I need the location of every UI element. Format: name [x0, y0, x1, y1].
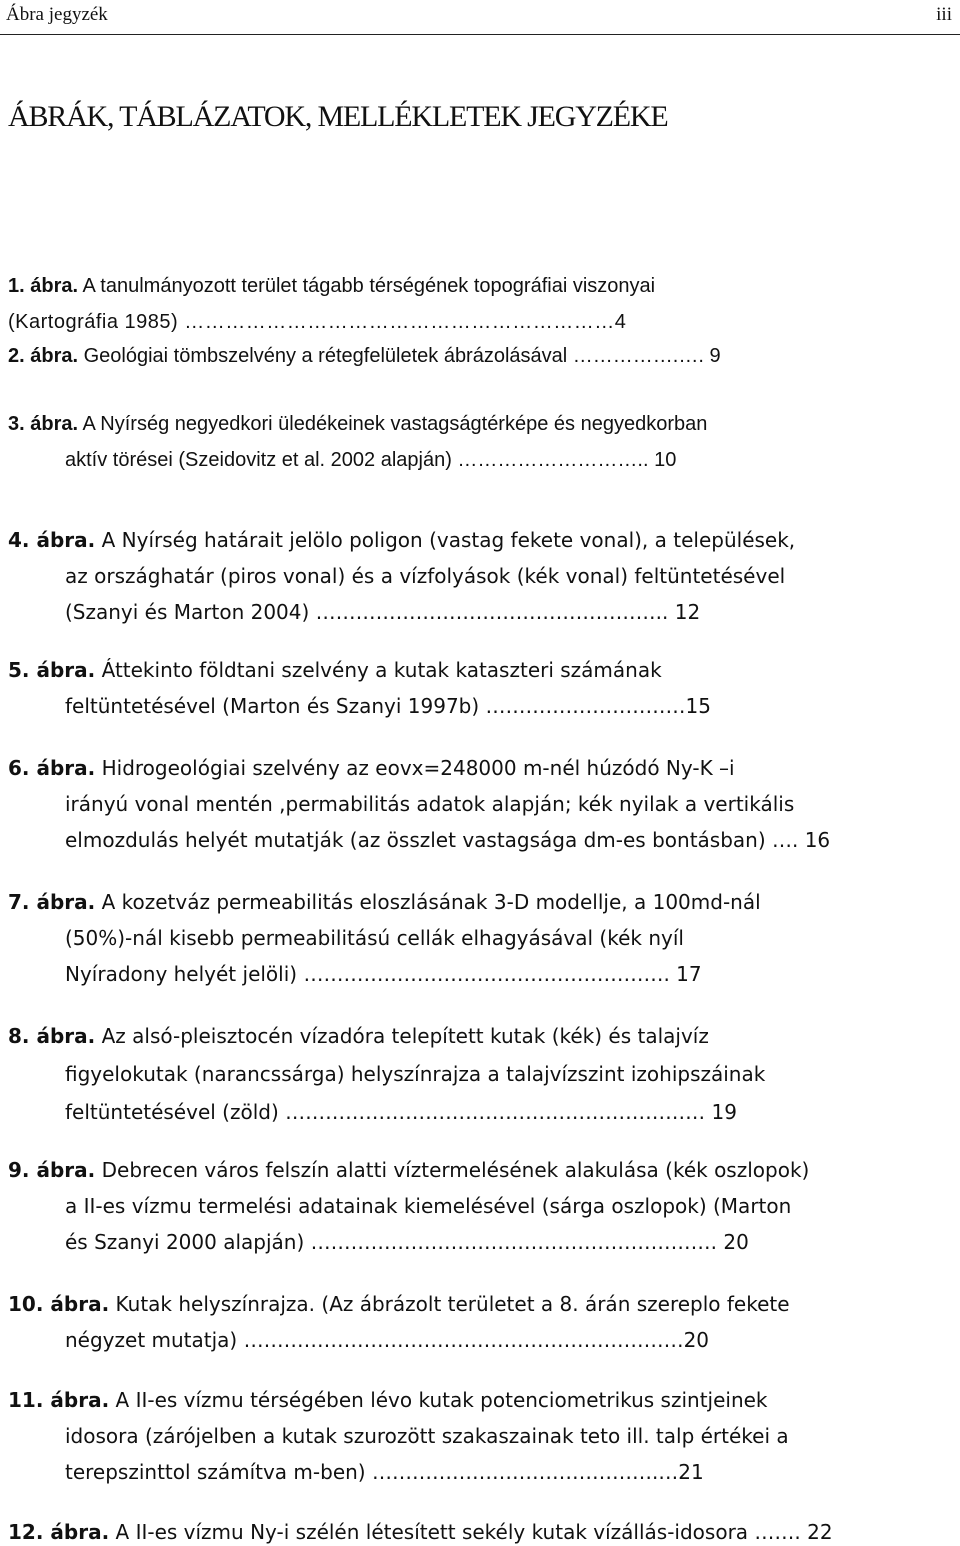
figure-number: 11. ábra.: [8, 1388, 110, 1412]
figure-entry-12: [8, 1518, 922, 1546]
figure-number: 8. ábra.: [8, 1024, 96, 1048]
entry-text: terepszinttol számítva m-ben) …………………………………….…21: [65, 1460, 704, 1484]
page-number: iii: [936, 4, 952, 25]
figure-entry-3: [8, 410, 922, 482]
entry-text: figyelokutak (narancssárga) helyszínrajza a talajvízszint izohipszáinak: [65, 1062, 766, 1086]
entry-text: feltüntetésével (zöld) ……………………………………………………… 19: [65, 1100, 737, 1124]
page-title: ÁBRÁK, TÁBLÁZATOK, MELLÉKLETEK JEGYZÉKE: [8, 100, 668, 133]
figure-number: 4. ábra.: [8, 528, 96, 552]
figure-number: 9. ábra.: [8, 1158, 96, 1182]
entry-text: Áttekinto földtani szelvény a kutak kataszteri számának: [101, 658, 662, 682]
figure-entry-10: [8, 1290, 922, 1362]
entry-text: Az alsó-pleisztocén vízadóra telepített kutak (kék) és talajvíz: [101, 1024, 709, 1048]
figure-entry-6: [8, 754, 922, 862]
entry-text: A tanulmányozott terület tágabb térségének topográfiai viszonyai: [82, 275, 656, 297]
entry-text: és Szanyi 2000 alapján) ……………………………………………………. 20: [65, 1230, 749, 1254]
entry-text: A Nyírség negyedkori üledékeinek vastagságtérképe és negyedkorban: [82, 413, 708, 435]
figure-entry-7: [8, 888, 922, 996]
entry-text: elmozdulás helyét mutatják (az összlet vastagsága dm-es bontásban) …. 16: [65, 828, 831, 852]
entry-text: Nyíradony helyét jelöli) ………………………………………………. 17: [65, 962, 702, 986]
running-title: Ábra jegyzék: [6, 4, 108, 25]
figure-number: 3. ábra.: [8, 413, 79, 435]
figure-entry-11: [8, 1386, 922, 1494]
figure-entry-9: [8, 1156, 922, 1264]
figure-number: 10. ábra.: [8, 1292, 110, 1316]
figure-entry-2: [8, 342, 922, 378]
entry-text: irányú vonal mentén ,permabilitás adatok alapján; kék nyilak a vertikális: [65, 792, 795, 816]
entry-text: A II-es vízmu térségében lévo kutak potenciometrikus szintjeinek: [115, 1388, 768, 1412]
entry-text: A Nyírség határait jelölo poligon (vastag fekete vonal), a települések,: [101, 528, 796, 552]
entry-text: A II-es vízmu Ny-i szélén létesített sekély kutak vízállás-idosora ……. 22: [115, 1520, 833, 1544]
figure-number: 1. ábra.: [8, 275, 79, 297]
entry-text: aktív törései (Szeidovitz et al. 2002 alapján) ……………………….. 10: [65, 449, 677, 471]
entry-text: a II-es vízmu termelési adatainak kiemelésével (sárga oszlopok) (Marton: [65, 1194, 792, 1218]
entry-text: (50%)-nál kisebb permeabilitású cellák elhagyásával (kék nyíl: [65, 926, 684, 950]
entry-text: (Szanyi és Marton 2004) …………………………………………….. 12: [65, 600, 701, 624]
figure-entry-4: [8, 526, 922, 634]
entry-text: feltüntetésével (Marton és Szanyi 1997b) …………………………15: [65, 694, 711, 718]
entry-text: négyzet mutatja) …………………………………………………………20: [65, 1328, 710, 1352]
entry-text: Debrecen város felszín alatti víztermelésének alakulása (kék oszlopok): [101, 1158, 810, 1182]
page-header: [0, 0, 960, 35]
entry-text: idosora (zárójelben a kutak szurozött szakaszainak teto ill. talp értékei a: [65, 1424, 789, 1448]
entry-text: A kozetváz permeabilitás eloszlásának 3-D modellje, a 100md-nál: [101, 890, 761, 914]
figure-entry-8: [8, 1022, 922, 1136]
entry-text: Hidrogeológiai szelvény az eovx=248000 m-nél húzódó Ny-K –i: [101, 756, 735, 780]
entry-text: (Kartográfia 1985) ………………………………………………………4: [8, 311, 627, 333]
figure-number: 6. ábra.: [8, 756, 96, 780]
figure-number: 5. ábra.: [8, 658, 96, 682]
figure-entry-1: [8, 272, 922, 344]
figure-number: 2. ábra.: [8, 345, 79, 367]
figure-number: 7. ábra.: [8, 890, 96, 914]
figure-entry-5: [8, 656, 922, 728]
figure-number: 12. ábra.: [8, 1520, 110, 1544]
entry-text: Kutak helyszínrajza. (Az ábrázolt területet a 8. árán szereplo fekete: [115, 1292, 790, 1316]
entry-text: az országhatár (piros vonal) és a vízfolyások (kék vonal) feltüntetésével: [65, 564, 786, 588]
entry-text: Geológiai tömbszelvény a rétegfelületek ábrázolásával …………….…. 9: [83, 345, 721, 367]
